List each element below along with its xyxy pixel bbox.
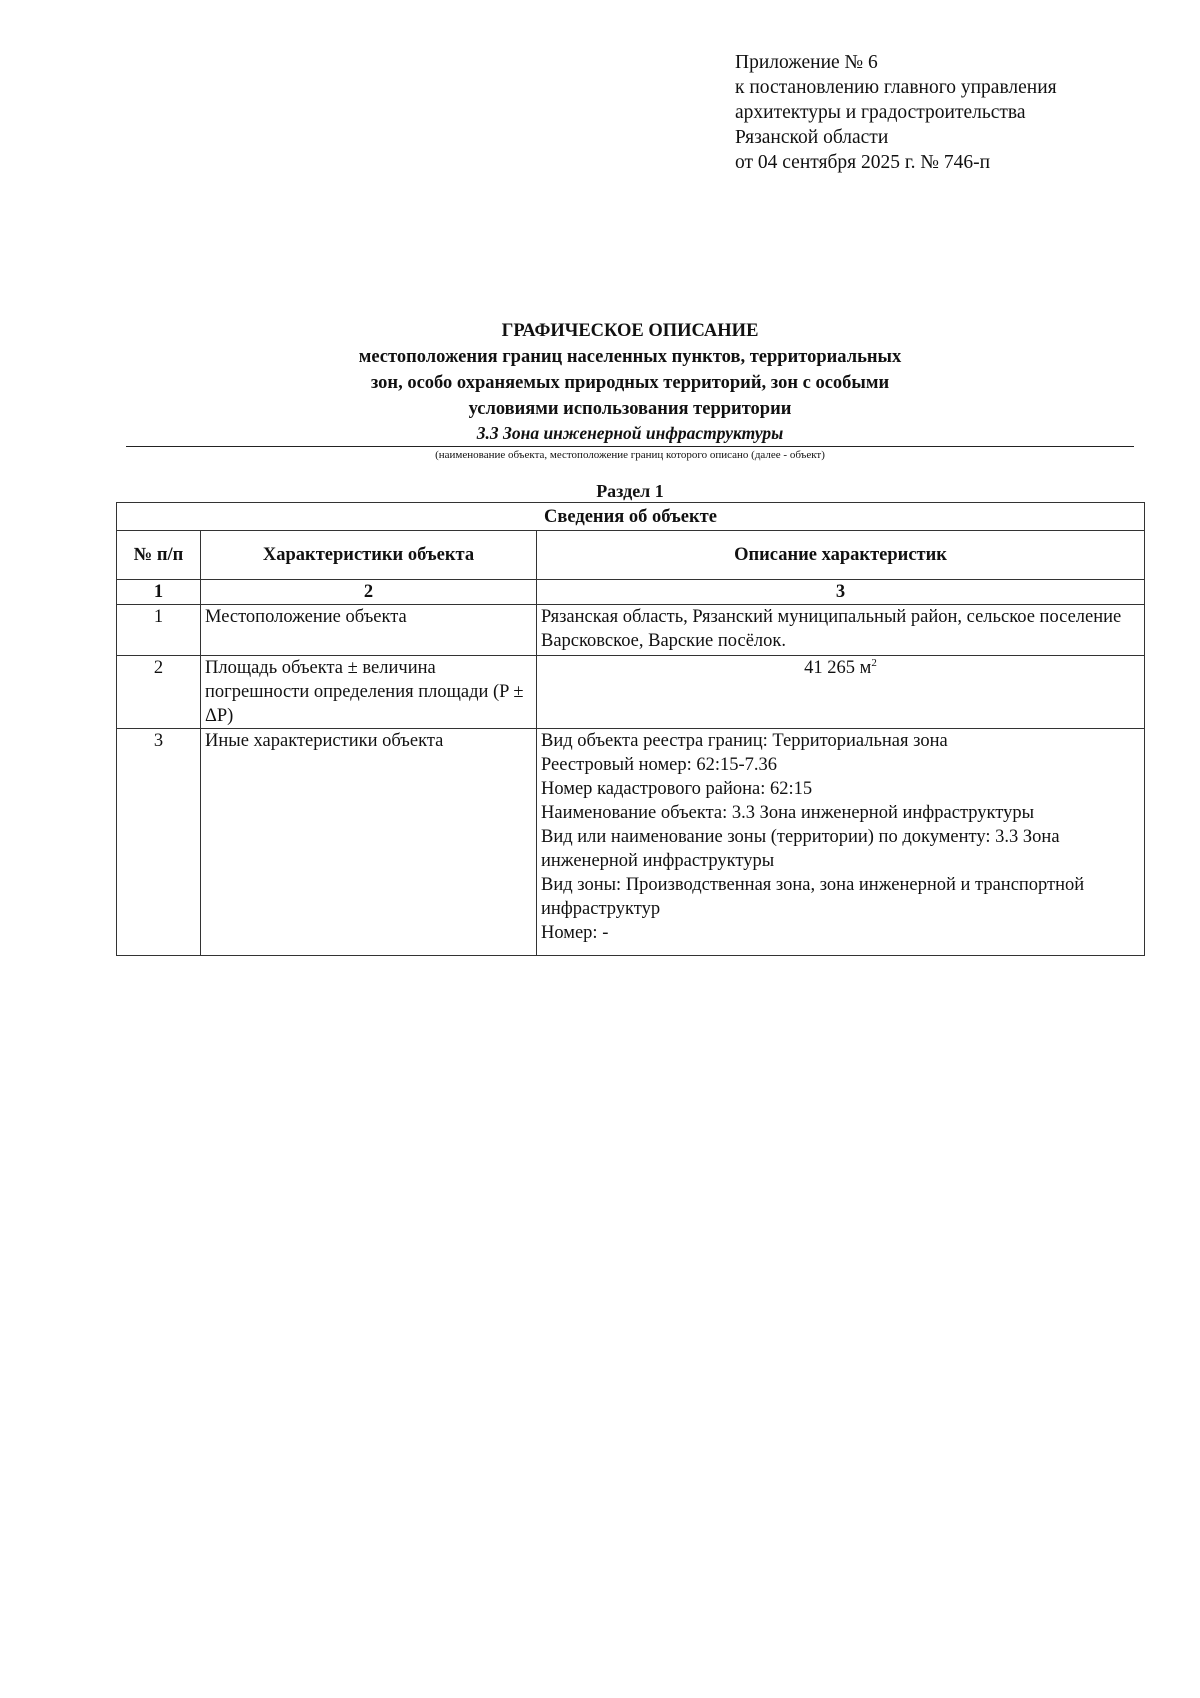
row-description: Рязанская область, Рязанский муниципальный район, сельское поселение Варсковское, Варские посёлок. — [537, 605, 1145, 656]
annex-line: к постановлению главного управления — [735, 77, 1057, 98]
column-header-num: № п/п — [117, 531, 201, 580]
row-number: 1 — [117, 605, 201, 656]
row-number: 2 — [117, 656, 201, 729]
row-number: 3 — [117, 729, 201, 956]
area-value: 41 265 м — [804, 658, 872, 678]
document-title-block — [126, 318, 1134, 444]
annex-line: от 04 сентября 2025 г. № 746-п — [735, 152, 991, 173]
description-line: Вид зоны: Производственная зона, зона инженерной и транспортной инфраструктур — [541, 875, 1085, 919]
description-line: Реестровый номер: 62:15-7.36 — [541, 755, 778, 775]
area-value-cell — [537, 656, 1145, 729]
description-line: Вид или наименование зоны (территории) по документу: 3.3 Зона инженерной инфраструктуры — [541, 827, 1060, 871]
annex-line: Рязанской области — [735, 127, 889, 148]
table-row — [117, 729, 1145, 956]
section-title: Раздел 1 — [596, 481, 664, 501]
object-name-underline — [126, 446, 1134, 447]
column-header-characteristic: Характеристики объекта — [201, 531, 537, 580]
annex-line: архитектуры и градостроительства — [735, 102, 1026, 123]
object-name: 3.3 Зона инженерной инфраструктуры — [476, 423, 784, 443]
annex-line: Приложение № 6 — [735, 52, 878, 73]
column-number: 2 — [201, 580, 537, 605]
table-row — [117, 605, 1145, 656]
description-line: Наименование объекта: 3.3 Зона инженерной инфраструктуры — [541, 803, 1035, 823]
object-name-caption: (наименование объекта, местоположение границ которого описано (далее - объект) — [435, 449, 825, 461]
table-row — [117, 656, 1145, 729]
row-characteristic: Местоположение объекта — [201, 605, 537, 656]
description-line: Вид объекта реестра границ: Территориальная зона — [541, 731, 948, 751]
description-line: Номер кадастрового района: 62:15 — [541, 779, 813, 799]
object-info-table — [116, 502, 1145, 956]
column-number: 1 — [117, 580, 201, 605]
row-characteristic: Площадь объекта ± величина погрешности определения площади (P ± ΔP) — [201, 656, 537, 729]
table-caption: Сведения об объекте — [117, 503, 1145, 531]
document-subtitle-line: условиями использования территории — [468, 399, 792, 419]
column-header-description: Описание характеристик — [537, 531, 1145, 580]
description-line: Номер: - — [541, 923, 609, 943]
annex-header — [735, 50, 1175, 175]
area-unit-exponent: 2 — [871, 656, 877, 669]
column-number: 3 — [537, 580, 1145, 605]
document-subtitle-line: зон, особо охраняемых природных территорий, зон с особыми — [370, 373, 890, 393]
row-characteristic: Иные характеристики объекта — [201, 729, 537, 956]
row-description-list — [537, 729, 1145, 956]
document-title: ГРАФИЧЕСКОЕ ОПИСАНИЕ — [501, 321, 759, 341]
document-subtitle-line: местоположения границ населенных пунктов, территориальных — [358, 347, 902, 367]
